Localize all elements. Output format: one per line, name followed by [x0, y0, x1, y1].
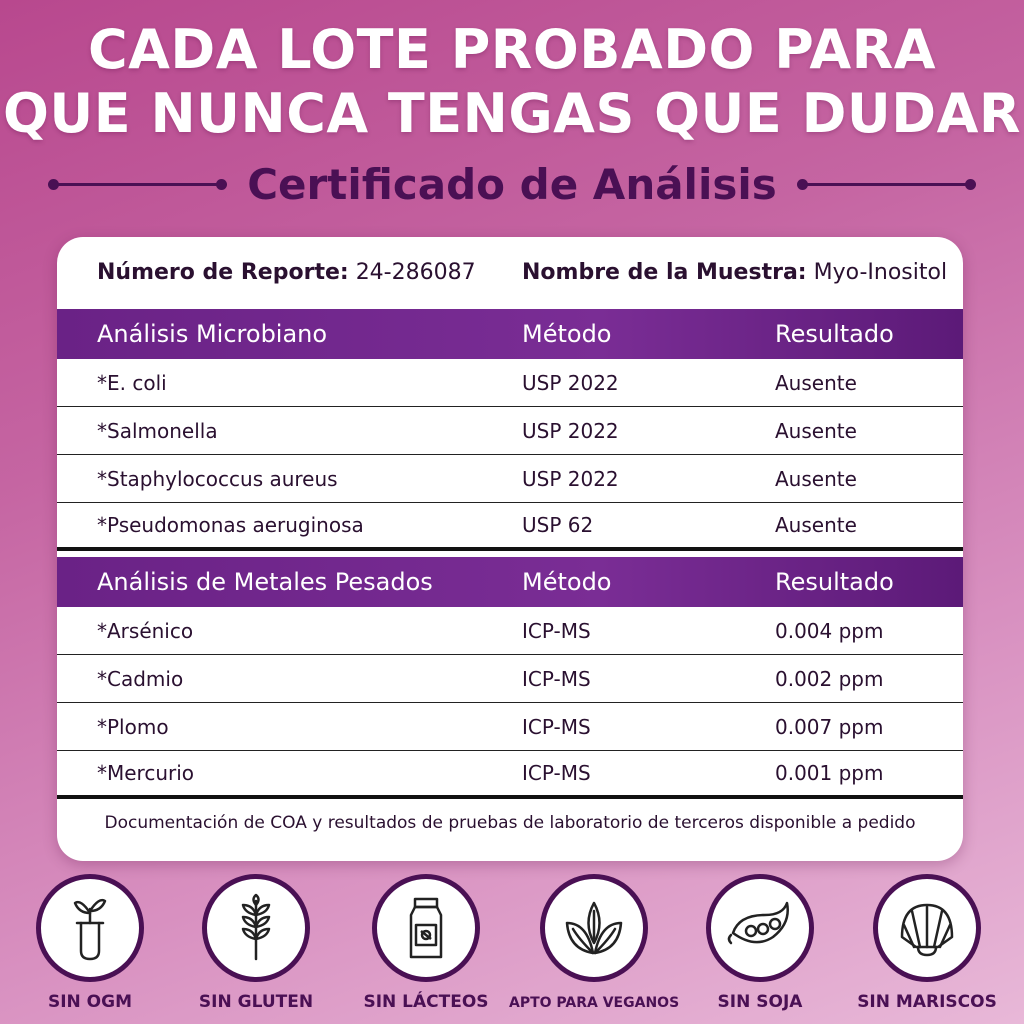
analysis-method: ICP-MS	[522, 666, 591, 691]
badge-vegan	[509, 874, 679, 1011]
analysis-name: *Mercurio	[97, 761, 195, 785]
headline-line-1: CADA LOTE PROBADO PARA	[87, 18, 937, 81]
table-row	[57, 607, 963, 655]
analysis-name: *Pseudomonas aeruginosa	[97, 513, 364, 537]
badge-circle	[36, 874, 144, 982]
badge-label: SIN LÁCTEOS	[363, 992, 489, 1012]
analysis-result: 0.001 ppm	[775, 761, 884, 785]
analysis-method: USP 2022	[522, 418, 619, 443]
table-row	[57, 503, 963, 551]
badge-label: SIN MARISCOS	[857, 992, 997, 1012]
analysis-method: ICP-MS	[522, 714, 591, 739]
analysis-method: ICP-MS	[522, 618, 591, 643]
microbial-header-analysis: Análisis Microbiano	[97, 320, 328, 348]
badge-circle	[873, 874, 981, 982]
subtitle: Certificado de Análisis	[247, 159, 777, 209]
sample-name-label: Nombre de la Muestra:	[522, 259, 807, 285]
soybean-icon	[725, 893, 795, 963]
badge-circle	[202, 874, 310, 982]
table-row	[57, 407, 963, 455]
table-row	[57, 359, 963, 407]
report-info-row	[57, 237, 963, 307]
analysis-name: *Staphylococcus aureus	[97, 466, 338, 491]
badge-label: APTO PARA VEGANOS	[509, 995, 680, 1011]
analysis-name: *Salmonella	[97, 418, 218, 443]
shell-icon	[892, 893, 962, 963]
leaves-icon	[559, 893, 629, 963]
analysis-result: Ausente	[775, 370, 857, 395]
analysis-result: 0.007 ppm	[775, 714, 884, 739]
microbial-header-method: Método	[522, 320, 612, 348]
microbial-header-result: Resultado	[775, 320, 894, 348]
badge-circle	[706, 874, 814, 982]
badge-label: SIN SOJA	[717, 992, 803, 1012]
certificate-card	[57, 237, 963, 861]
badge-gluten-free	[171, 874, 341, 1012]
badge-shellfish-free	[842, 874, 1012, 1012]
badge-label: SIN OGM	[47, 992, 133, 1012]
metals-header	[57, 557, 963, 607]
metals-header-method: Método	[522, 568, 612, 596]
badge-soy-free	[675, 874, 845, 1012]
decorative-line-right	[799, 183, 974, 186]
table-row	[57, 655, 963, 703]
analysis-result: Ausente	[775, 418, 857, 443]
badge-circle	[372, 874, 480, 982]
badges-row	[0, 874, 1024, 1024]
badge-label: SIN GLUTEN	[198, 992, 314, 1012]
metals-header-analysis: Análisis de Metales Pesados	[97, 568, 433, 596]
report-number-value: 24-286087	[355, 259, 476, 285]
analysis-method: USP 2022	[522, 370, 619, 395]
analysis-result: Ausente	[775, 513, 857, 537]
badge-circle	[540, 874, 648, 982]
analysis-name: *Cadmio	[97, 666, 184, 691]
analysis-method: ICP-MS	[522, 761, 591, 785]
sample-name	[522, 260, 947, 285]
analysis-method: USP 2022	[522, 466, 619, 491]
badge-non-gmo	[5, 874, 175, 1012]
headline-line-2: QUE NUNCA TENGAS QUE DUDAR	[3, 82, 1021, 145]
analysis-result: 0.002 ppm	[775, 666, 884, 691]
analysis-name: *Plomo	[97, 714, 169, 739]
analysis-name: *Arsénico	[97, 618, 194, 643]
microbial-header	[57, 309, 963, 359]
sprout-test-tube-icon	[55, 893, 125, 963]
headline	[0, 18, 1024, 146]
metals-header-result: Resultado	[775, 568, 894, 596]
report-number	[97, 260, 476, 285]
analysis-method: USP 62	[522, 513, 594, 537]
sample-name-value: Myo-Inositol	[813, 259, 948, 285]
analysis-name: *E. coli	[97, 370, 167, 395]
report-number-label: Número de Reporte:	[97, 259, 349, 285]
analysis-result: Ausente	[775, 466, 857, 491]
subtitle-row	[0, 156, 1024, 212]
milk-carton-icon	[391, 893, 461, 963]
table-row	[57, 751, 963, 799]
footnote: Documentación de COA y resultados de pruebas de laboratorio de terceros disponible a pedido	[104, 813, 916, 833]
table-row	[57, 455, 963, 503]
decorative-line-left	[50, 183, 225, 186]
wheat-icon	[221, 893, 291, 963]
table-row	[57, 703, 963, 751]
analysis-result: 0.004 ppm	[775, 618, 884, 643]
badge-dairy-free	[341, 874, 511, 1012]
